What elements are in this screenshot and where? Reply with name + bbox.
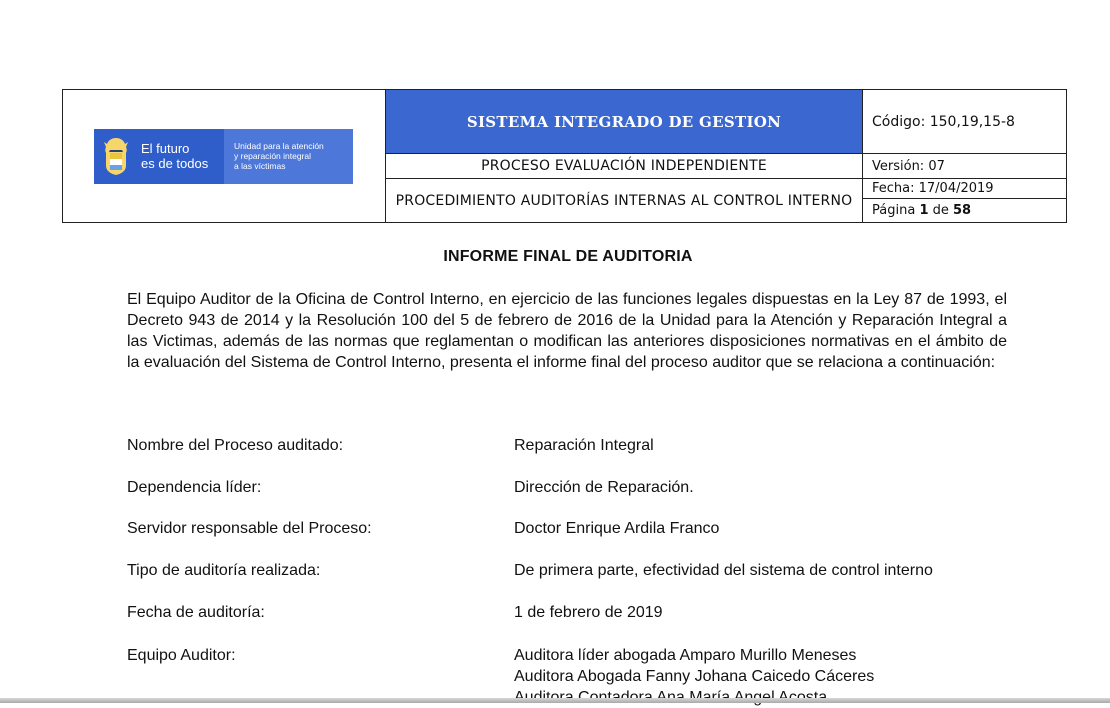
- document-date: Fecha: 17/04/2019: [863, 179, 1067, 199]
- logo-unit-line-2: y reparación integral: [234, 151, 312, 161]
- page-number: [863, 199, 1067, 223]
- logo-cell: [63, 90, 386, 223]
- logo-tagline: [141, 141, 208, 171]
- system-title: SISTEMA INTEGRADO DE GESTION: [386, 90, 863, 154]
- logo-unit-line-3: a las víctimas: [234, 161, 286, 171]
- logo-tagline-line-2: es de todos: [141, 156, 209, 171]
- field-value-audit-date: 1 de febrero de 2019: [514, 604, 663, 621]
- field-label-responsible: Servidor responsable del Proceso:: [127, 520, 372, 537]
- procedure-name: PROCEDIMIENTO AUDITORÍAS INTERNAS AL CONTROL INTERNO: [386, 179, 863, 223]
- field-label-audit-type: Tipo de auditoría realizada:: [127, 562, 321, 579]
- page-total: 58: [953, 203, 972, 218]
- document-header-table: [62, 89, 1067, 223]
- logo-tagline-line-1: El futuro: [141, 141, 190, 156]
- page-of: de: [928, 203, 953, 218]
- report-title: INFORME FINAL DE AUDITORIA: [443, 248, 693, 265]
- intro-paragraph: El Equipo Auditor de la Oficina de Control Interno, en ejercicio de las funciones legales dispuestas en la Ley 87 de 1993, el Decreto 943 de 2014 y la Resolución 100 del 5 de febrero de 2016 de la Unidad para la Atención y Reparación Integral a las Victimas, además de las normas que reglamentan o modifican las anteriores disposiciones normativas en el ámbito de la evaluación del Sistema de Control Interno, presenta el informe final del proceso auditor que se relaciona a continuación:: [127, 291, 1007, 371]
- process-name: PROCESO EVALUACIÓN INDEPENDIENTE: [386, 154, 863, 179]
- field-label-audit-team: Equipo Auditor:: [127, 647, 236, 664]
- page-current: 1: [919, 203, 929, 218]
- field-value-audit-type: De primera parte, efectividad del sistema de control interno: [514, 562, 933, 579]
- colombia-crest-icon: [101, 136, 131, 176]
- field-value-dependency: Dirección de Reparación.: [514, 479, 694, 496]
- auditor-entry: Auditora Abogada Fanny Johana Caicedo Cáceres: [514, 668, 875, 685]
- auditor-entry: Auditora líder abogada Amparo Murillo Meneses: [514, 647, 857, 664]
- field-label-dependency: Dependencia líder:: [127, 479, 262, 496]
- field-label-process: Nombre del Proceso auditado:: [127, 437, 344, 454]
- document-version: Versión: 07: [863, 154, 1067, 179]
- field-value-responsible: Doctor Enrique Ardila Franco: [514, 520, 720, 537]
- logo-right-panel: [224, 129, 353, 184]
- field-value-process: Reparación Integral: [514, 437, 654, 454]
- logo-unit-name: [234, 141, 324, 171]
- institution-logo: [94, 129, 353, 184]
- page-prefix: Página: [872, 203, 920, 218]
- viewport-bottom-edge: [0, 698, 1110, 703]
- document-code: Código: 150,19,15-8: [863, 90, 1067, 154]
- logo-left-panel: [94, 129, 224, 184]
- field-label-audit-date: Fecha de auditoría:: [127, 604, 265, 621]
- logo-unit-line-1: Unidad para la atención: [234, 141, 324, 151]
